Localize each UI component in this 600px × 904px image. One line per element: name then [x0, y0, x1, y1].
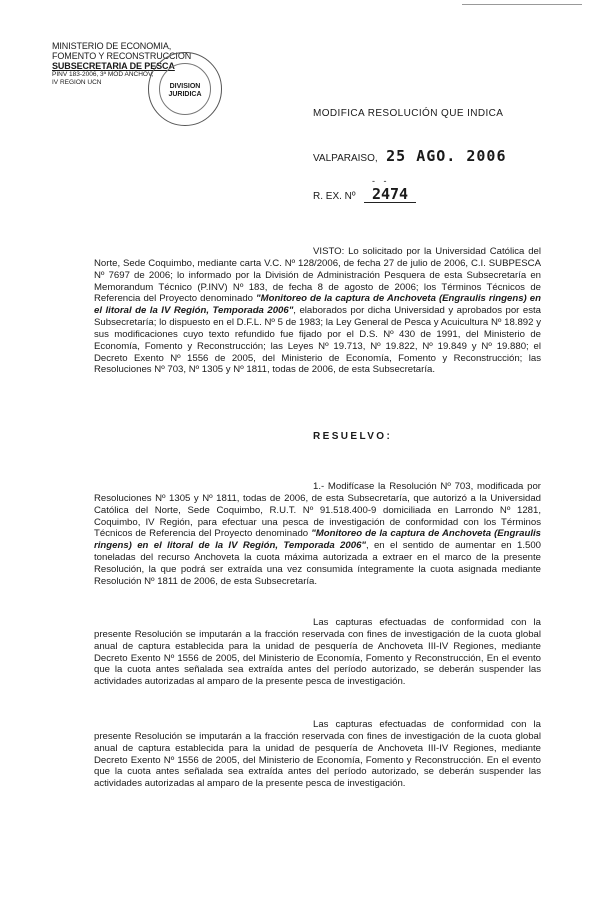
date-stamp: 25 AGO. 2006 [386, 147, 507, 165]
stamp-line-2: JURIDICA [168, 91, 202, 98]
letterhead-reference: PINV 183-2006, 3ª MOD ANCHOV, [52, 71, 154, 78]
letterhead-subsecretaria: SUBSECRETARIA DE PESCA [52, 61, 175, 71]
resolution-paragraph-3: Las capturas efectuadas de conformidad con la presente Resolución se imputarán a la fracción reservada con fines de investigación de la cuota global anual de captura establecida para la unidad de pesquería de Anchoveta III-IV Regiones, mediante Decreto Exento Nº 1556 de 2005, del Ministerio de Economía, Fomento y Reconstrucción. En el evento que la cuota antes señalada sea extraída antes del período autorizado, se deberán suspender las actividades autorizadas al amparo de la presente pesca de investigación. [94, 719, 541, 790]
stamp-line-1: DIVISION [169, 83, 201, 90]
division-stamp [148, 52, 222, 126]
resuelvo-heading: RESUELVO: [313, 431, 393, 442]
date-line [313, 147, 506, 166]
article-1-text-a: 1.- Modifícase la Resolución Nº 703, modificada por Resoluciones Nº 1305 y Nº 1811, todas de 2006, de esta Subsecretaría, que autorizó a la Universidad Católica del Norte, Sede Coquimbo, R.U.T. Nº 91.518.400-9 domiciliada en Larrondo Nº 1281, Coquimbo, IV Región, para efectuar una pesca de investigación de conformidad con los Términos Técnicos de Referencia del Proyecto denominado [94, 481, 541, 540]
rex-label: R. EX. Nº [313, 191, 356, 202]
article-1-project-name: "Monitoreo de la captura de Anchoveta (Engraulis ringens) en el litoral de la IV Región, Temporada 2006" [94, 528, 541, 552]
visto-project-name: "Monitoreo de la captura de Anchoveta (Engraulis ringens) en el litoral de la IV Región, Temporada 2006" [94, 293, 541, 317]
letterhead-ministry-2: FOMENTO Y RECONSTRUCCION [52, 51, 192, 61]
resolution-number-line [313, 186, 416, 204]
letterhead-region: IV REGION UCN [52, 79, 102, 86]
article-1-text-b: , en el sentido de aumentar en 1.500 toneladas del recurso Anchoveta la cuota máxima autorizada a extraer en el marco de la presente Resolución, la que podrá ser extraída una vez consumida íntegramente la cuota asignada mediante Resolución Nº 1811 de 2006, de esta Subsecretaría. [94, 540, 541, 587]
handwritten-dash-mark: - - [372, 176, 390, 186]
visto-paragraph [94, 246, 541, 376]
visto-text-2: , elaborados por dicha Universidad y aprobados por esta Subsecretaría; lo dispuesto en el D.F.L. Nº 5 de 1983; la Ley General de Pesca y Acuicultura Nº 18.892 y sus modificaciones cuyo texto refundido fue fijado por el D.S. Nº 430 de 1991, del Ministerio de Economía, Fomento y Reconstrucción; las Leyes Nº 19.713, Nº 19.822, Nº 19.849 y Nº 19.880; el Decreto Exento Nº 1556 de 2005, del Ministerio de Economía, Fomento y Reconstrucción; las Resoluciones Nº 703, Nº 1305 y Nº 1811, todas de 2006, de esta Subsecretaría. [94, 305, 542, 376]
resolution-article-1 [94, 481, 541, 588]
document-title: MODIFICA RESOLUCIÓN QUE INDICA [313, 108, 504, 119]
stamp-text [162, 83, 208, 99]
visto-text-1: Lo solicitado por la Universidad Católica del Norte, Sede Coquimbo, mediante carta V.C. Nº 128/2006, de fecha 27 de julio de 2006, C.I. SUBPESCA Nº 7697 de 2006; lo informado por la División de Administración Pesquera de esta Subsecretaría en Memorandum Técnico (P.INV) Nº 183, de fecha 8 de agosto de 2006; los Términos Técnicos de Referencia del Proyecto denominado [94, 246, 541, 305]
resolution-number: 2474 [364, 186, 416, 203]
visto-lead: VISTO: [313, 246, 345, 257]
header-rule [462, 4, 582, 5]
city-label: VALPARAISO, [313, 153, 378, 164]
resolution-paragraph-2: Las capturas efectuadas de conformidad con la presente Resolución se imputarán a la fracción reservada con fines de investigación de la cuota global anual de captura establecida para la unidad de pesquería de Anchoveta III-IV Regiones, mediante Decreto Exento Nº 1556 de 2005, del Ministerio de Economía, Fomento y Reconstrucción, En el evento que la cuota antes señalada sea extraída antes del período autorizado, se deberán suspender las actividades autorizadas al amparo de la presente pesca de investigación. [94, 617, 541, 688]
letterhead-ministry: MINISTERIO DE ECONOMIA, [52, 41, 172, 51]
